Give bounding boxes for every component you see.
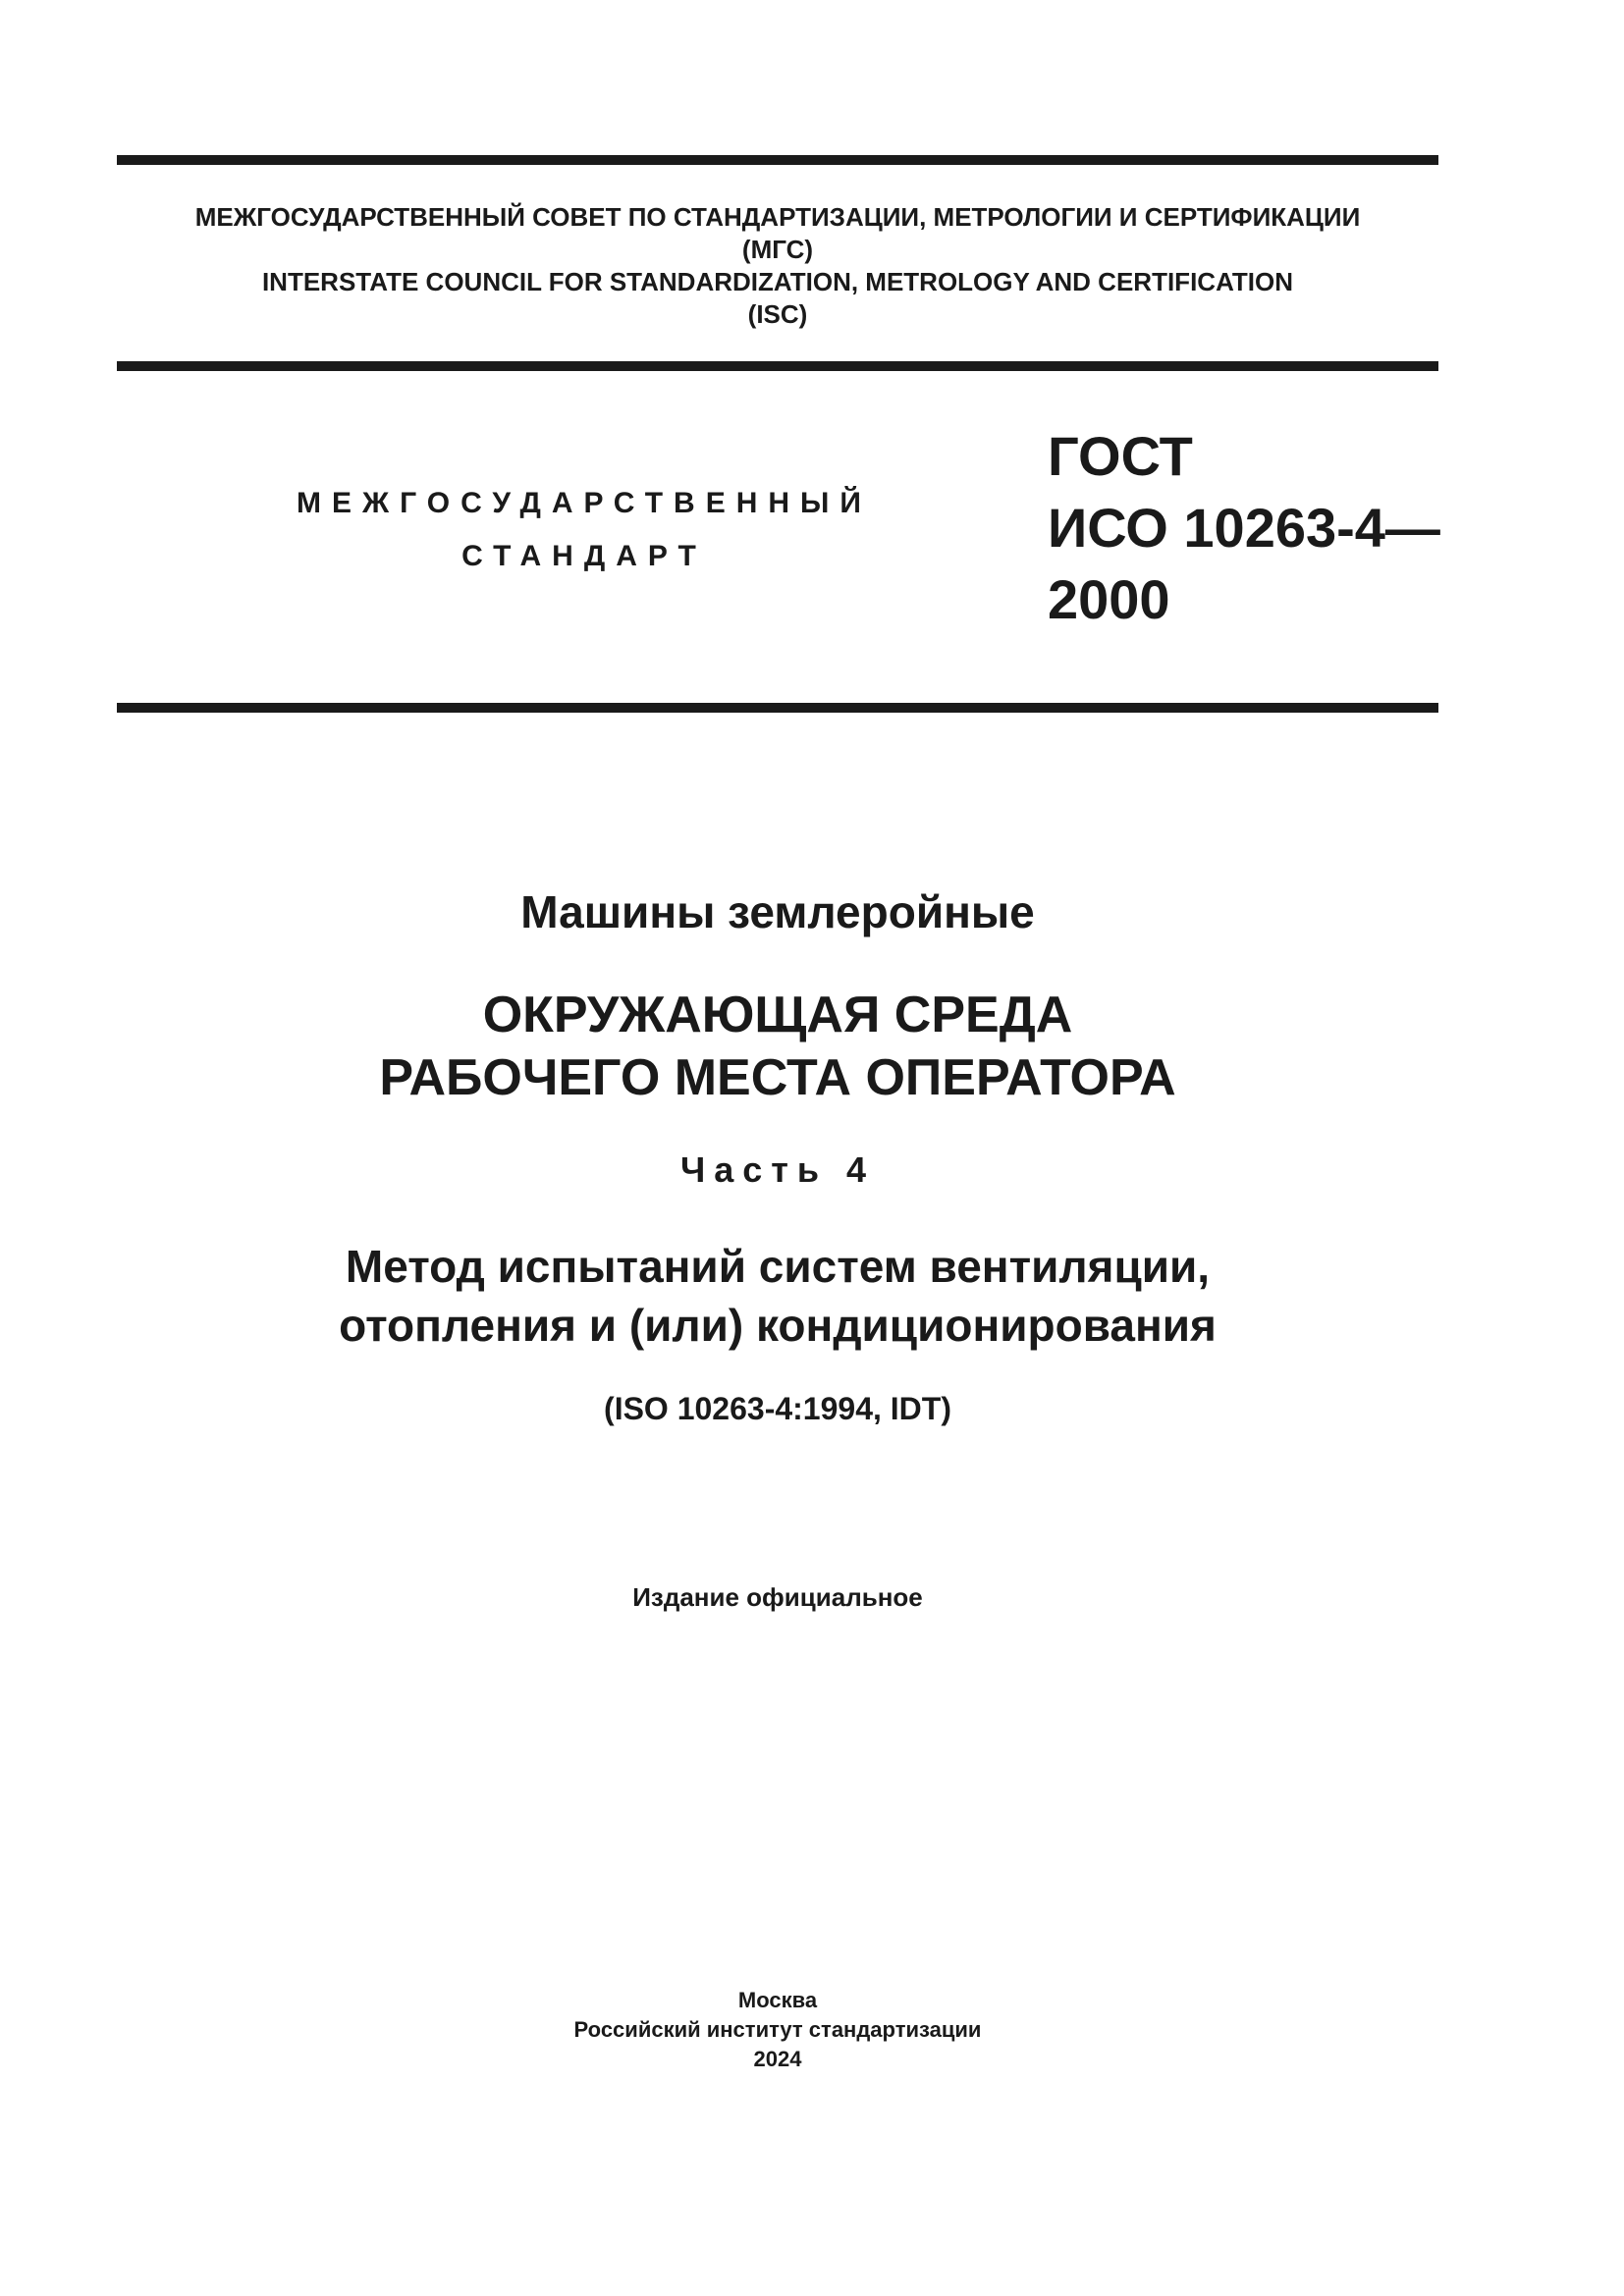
part-subtitle bbox=[117, 1237, 1438, 1355]
publisher-year: 2024 bbox=[753, 2047, 802, 2071]
standard-kind-line-2: СТАНДАРТ bbox=[461, 540, 707, 572]
header-divider bbox=[117, 361, 1438, 371]
standard-designation bbox=[1048, 420, 1440, 635]
main-title-line-2: РАБОЧЕГО МЕСТА ОПЕРАТОРА bbox=[379, 1049, 1176, 1106]
iso-reference: (ISO 10263-4:1994, IDT) bbox=[604, 1391, 951, 1426]
subject-heading: Машины землеройные bbox=[520, 886, 1035, 937]
council-header bbox=[117, 201, 1438, 331]
designation-line-3: 2000 bbox=[1048, 568, 1170, 630]
council-abbr-ru: (МГС) bbox=[741, 235, 814, 264]
publisher-block bbox=[117, 1986, 1438, 2074]
council-abbr-en: (ISC) bbox=[747, 299, 808, 329]
designation-line-2: ИСО 10263-4— bbox=[1048, 497, 1440, 559]
part-subtitle-line-2: отопления и (или) кондиционирования bbox=[339, 1300, 1217, 1351]
council-name-en: INTERSTATE COUNCIL FOR STANDARDIZATION, METROLOGY AND CERTIFICATION bbox=[261, 267, 1294, 296]
main-title bbox=[117, 984, 1438, 1109]
standard-kind-label bbox=[245, 477, 923, 583]
standard-kind-line-1: МЕЖГОСУДАРСТВЕННЫЙ bbox=[297, 487, 872, 519]
publisher-city: Москва bbox=[737, 1988, 818, 2012]
part-subtitle-line-1: Метод испытаний систем вентиляции, bbox=[345, 1241, 1211, 1292]
edition-label: Издание официальное bbox=[632, 1582, 923, 1612]
top-divider bbox=[117, 155, 1438, 165]
designation-divider bbox=[117, 703, 1438, 713]
publisher-institute: Российский институт стандартизации bbox=[573, 2017, 982, 2042]
main-title-line-1: ОКРУЖАЮЩАЯ СРЕДА bbox=[482, 987, 1073, 1043]
council-name-ru: МЕЖГОСУДАРСТВЕННЫЙ СОВЕТ ПО СТАНДАРТИЗАЦИИ, МЕТРОЛОГИИ И СЕРТИФИКАЦИИ bbox=[194, 202, 1361, 232]
designation-line-1: ГОСТ bbox=[1048, 425, 1193, 487]
part-label: Часть 4 bbox=[679, 1149, 876, 1190]
